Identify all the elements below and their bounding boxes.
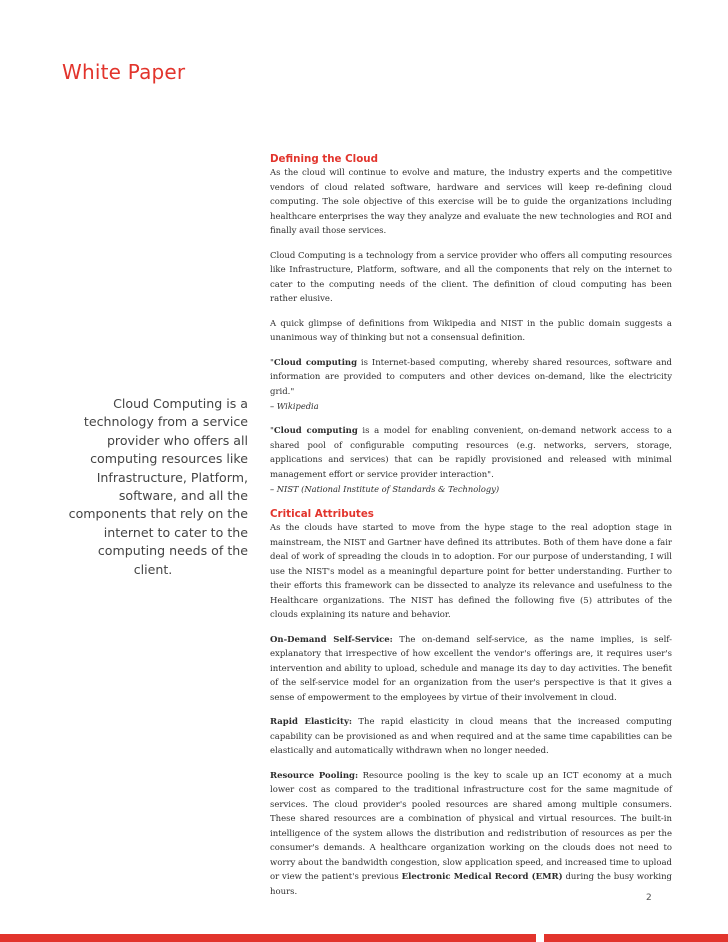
quote-attribution: – NIST (National Institute of Standards & Technology) bbox=[270, 484, 500, 494]
page-number: 2 bbox=[646, 893, 652, 903]
attribute-term: On-Demand Self-Service: bbox=[270, 634, 393, 645]
quote-text: is Internet-based computing, whereby shared resources, software and information are provided to computers and other devices on-demand, like the electricity grid." bbox=[270, 357, 672, 397]
attribute-text: The on-demand self-service, as the name implies, is self-explanatory that irrespective of how excellent the vendor's offerings are, it requires user's intervention and ability to upload, schedule and manage its day to day activities. The benefit of the self-service model for an organization from the user's perspective is that it gives a sense of empowerment to the employees by virtue of their involvement in cloud. bbox=[270, 634, 673, 703]
paragraph: As the cloud will continue to evolve and mature, the industry experts and the competitive vendors of cloud related software, hardware and services will keep re-defining cloud computing. The sole objective of this exercise will be to guide the organizations including healthcare enterprises the way they analyze and evaluate the new technologies and ROI and finally avail those services. bbox=[270, 168, 672, 236]
quote-term: Cloud computing bbox=[273, 357, 358, 368]
pull-quote: Cloud Computing is a technology from a service provider who offers all computing resources like Infrastructure, Platform, software, and all the components that rely on the internet to cater to the computing needs of the client. bbox=[68, 396, 248, 577]
quote-term: Cloud computing bbox=[273, 426, 358, 436]
section-title-defining-the-cloud: Defining the Cloud bbox=[270, 153, 378, 165]
paragraph: A quick glimpse of definitions from Wikipedia and NIST in the public domain suggests a unanimous way of thinking but not a consensual definition. bbox=[270, 318, 672, 343]
paragraph: As the clouds have started to move from the hype stage to the real adoption stage in mainstream, the NIST and Gartner have defined its attributes. Both of them have done a fair deal of work of spreading the clouds in to adoption. For our purpose of understanding, I will use the NIST's model as a meaningful departure point for better understanding. Further to their efforts this framework can be dissected to analyze its relevance and usefulness to the Healthcare organizations. The NIST has defined the following five (5) attributes of the clouds explaining its nature and behavior. bbox=[270, 523, 672, 620]
attribute-text: Resource pooling is the key to scale up an ICT economy at a much lower cost as compared to the traditional infrastructure cost for the same magnitude of services. The cloud provider's pooled resources are shared among multiple consumers. These shared resources are a combination of physical and virtual resources. The built-in intelligence of the system allows the distribution and redistribution of resources as per the consumer's demands. A healthcare organization working on the clouds does not need to worry about the bandwidth congestion, slow application speed, and increased time to upload or view the patient's previous bbox=[270, 770, 672, 882]
wikipedia-definition bbox=[270, 356, 672, 413]
document-label: White Paper bbox=[62, 60, 186, 84]
attribute-resource-pooling bbox=[270, 769, 672, 900]
attribute-rapid-elasticity bbox=[270, 715, 672, 759]
paragraph: Cloud Computing is a technology from a service provider who offers all computing resources like Infrastructure, Platform, software, and all the components that rely on the internet to cater to the computing needs of the client. The definition of cloud computing has been rather elusive. bbox=[270, 250, 672, 304]
main-column bbox=[270, 152, 672, 909]
attribute-text: during the busy working hours. bbox=[270, 872, 672, 897]
footer-accent-bar bbox=[0, 934, 728, 942]
footer-bar-notch bbox=[536, 934, 544, 942]
quote-attribution: – Wikipedia bbox=[270, 401, 319, 411]
attribute-term: Resource Pooling: bbox=[270, 770, 359, 781]
attribute-term: Rapid Elasticity: bbox=[270, 717, 353, 727]
attribute-text: The rapid elasticity in cloud means that the increased computing capability can be provisioned as and when required and at the same time capabilities can be elastically and automatically withdrawn when no longer needed. bbox=[270, 717, 673, 756]
quote-open: " bbox=[270, 357, 274, 368]
quote-open: " bbox=[270, 426, 274, 436]
attribute-self-service bbox=[270, 633, 672, 706]
section-title-critical-attributes: Critical Attributes bbox=[270, 508, 374, 520]
attribute-term-emr: Electronic Medical Record (EMR) bbox=[401, 872, 563, 882]
quote-text: is a model for enabling convenient, on-demand network access to a shared pool of configurable computing resources (e.g. networks, servers, storage, applications and services) that can be rapidly provisioned and released with minimal management effort or service provider interaction". bbox=[270, 426, 672, 480]
nist-definition bbox=[270, 424, 672, 495]
